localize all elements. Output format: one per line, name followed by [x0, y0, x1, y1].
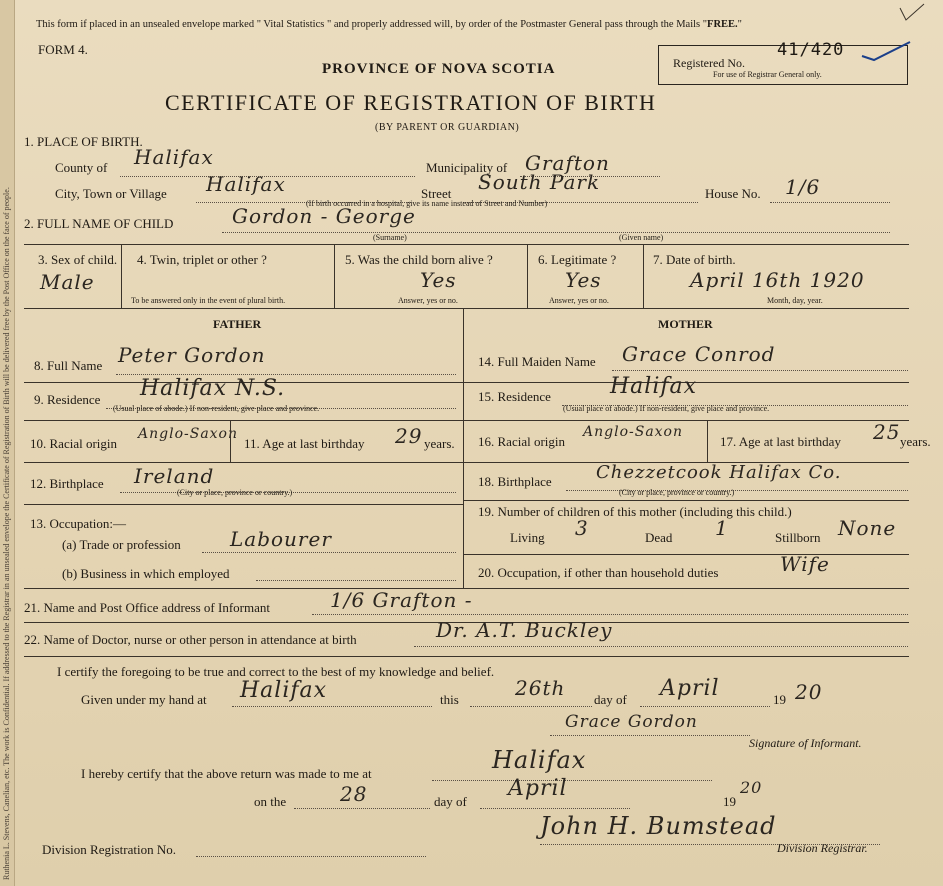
mother-racial-divider — [707, 420, 708, 462]
side-strip — [0, 0, 15, 886]
alive-label: 5. Was the child born alive ? — [345, 252, 493, 267]
registered-value: 41/420 — [777, 40, 845, 60]
mother-stillborn-value: None — [838, 516, 897, 540]
child-name-label: 2. FULL NAME OF CHILD — [24, 216, 174, 231]
certificate-title: CERTIFICATE OF REGISTRATION OF BIRTH — [165, 90, 657, 115]
sex-value: Male — [40, 270, 95, 294]
informant-signature-label: Signature of Informant. — [749, 736, 862, 750]
father-residence-note: (Usual place of abode.) If non-resident, give place and province. — [113, 404, 320, 413]
informant-label: 21. Name and Post Office address of Informant — [24, 600, 270, 615]
on-the-label: on the — [254, 794, 287, 809]
date-note: Month, day, year. — [767, 296, 823, 305]
mother-residence-label: 15. Residence — [478, 389, 551, 404]
street-label: Street — [421, 186, 452, 201]
mother-residence-rule — [463, 420, 909, 421]
doctor-label: 22. Name of Doctor, nurse or other person in attendance at birth — [24, 632, 357, 647]
given-name-note: (Given name) — [619, 233, 664, 242]
father-birthplace-label: 12. Birthplace — [30, 476, 104, 491]
doctor-line — [414, 646, 908, 647]
mail-notice — [36, 19, 742, 30]
mother-living-value: 3 — [575, 516, 589, 540]
registrar-signature: John H. Bumstead — [540, 812, 777, 840]
surname-note: (Surname) — [373, 233, 407, 242]
mother-residence-note: (Usual place of abode.) If non-resident, give place and province. — [563, 404, 770, 413]
father-age-label: 11. Age at last birthday — [244, 436, 365, 451]
father-years: years. — [424, 436, 455, 451]
this-value: 26th — [515, 676, 566, 700]
house-label: House No. — [705, 186, 761, 201]
side-text: Ruthenia L. Stevens, Canelian, etc. The work is Confidential. If addressed to the Registrar in an unsealed envelope the Certificate of Registration of Birth will be delivered free by the Post Office on the face of people. — [2, 187, 11, 880]
mother-age-label: 17. Age at last birthday — [720, 434, 841, 449]
informant-signature: Grace Gordon — [565, 712, 698, 732]
mother-birthplace-rule — [463, 500, 909, 501]
month-value: April — [660, 676, 720, 701]
mother-name-line — [612, 370, 908, 371]
father-birthplace-note: (City or place, province or country.) — [177, 488, 293, 497]
father-residence-label: 9. Residence — [34, 392, 101, 407]
father-residence-value: Halifax N.S. — [140, 376, 286, 401]
father-trade-line — [202, 552, 456, 553]
given-place-value: Halifax — [240, 678, 328, 703]
date-value: April 16th 1920 — [690, 268, 865, 292]
registered-label: Registered No. — [673, 56, 745, 70]
father-racial-label: 10. Racial origin — [30, 436, 118, 451]
registrar-year-prefix: 19 — [723, 794, 736, 809]
this-label: this — [440, 692, 459, 707]
registrar-place-line — [432, 780, 712, 781]
mother-dead-value: 1 — [715, 516, 729, 540]
division-registrar-label: Division Registrar. — [777, 841, 868, 855]
place-of-birth-label: 1. PLACE OF BIRTH. — [24, 134, 143, 149]
form-number: FORM 4. — [38, 42, 88, 57]
city-label: City, Town or Village — [55, 186, 167, 201]
row3-divider-1 — [121, 244, 122, 308]
mother-dead-label: Dead — [645, 530, 673, 545]
father-name-line — [116, 374, 456, 375]
mother-years: years. — [900, 434, 931, 449]
this-line — [470, 706, 592, 707]
registrar-day-value: 28 — [340, 782, 368, 806]
check-mark-icon — [858, 38, 914, 64]
father-business-label: (b) Business in which employed — [62, 566, 230, 581]
year-value: 20 — [795, 680, 823, 704]
row3-divider-3 — [527, 244, 528, 308]
mother-heading: MOTHER — [658, 317, 713, 331]
father-racial-value: Anglo-Saxon — [138, 426, 239, 442]
county-label: County of — [55, 160, 108, 175]
registrar-statement: I hereby certify that the above return was made to me at — [81, 766, 372, 781]
row3-divider-2 — [334, 244, 335, 308]
certificate-subtitle: (BY PARENT OR GUARDIAN) — [375, 122, 520, 133]
municipality-value: Grafton — [525, 151, 610, 175]
house-line — [770, 202, 890, 203]
mother-racial-label: 16. Racial origin — [478, 434, 566, 449]
mother-residence-value: Halifax — [610, 374, 698, 399]
mother-racial-value: Anglo-Saxon — [583, 424, 684, 440]
mother-birthplace-note: (City or place, province or country.) — [619, 488, 735, 497]
row3-divider-4 — [643, 244, 644, 308]
twin-label: 4. Twin, triplet or other ? — [137, 252, 267, 267]
column-divider — [463, 308, 464, 588]
mother-living-label: Living — [510, 530, 545, 545]
division-registration-line — [196, 856, 426, 857]
child-name-line — [222, 232, 890, 233]
father-name-label: 8. Full Name — [34, 358, 103, 373]
province-heading: PROVINCE OF NOVA SCOTIA — [322, 61, 556, 77]
informant-line — [312, 614, 908, 615]
father-business-line — [256, 580, 456, 581]
doctor-value: Dr. A.T. Buckley — [436, 618, 613, 642]
notice-free: FREE. — [707, 19, 738, 30]
registrar-year-value: 20 — [740, 778, 763, 797]
date-label: 7. Date of birth. — [653, 252, 736, 267]
father-age-value: 29 — [395, 424, 423, 448]
sex-label: 3. Sex of child. — [38, 252, 118, 267]
father-trade-value: Labourer — [230, 527, 332, 551]
given-place-line — [232, 706, 432, 707]
mother-birthplace-value: Chezzetcook Halifax Co. — [596, 462, 842, 483]
father-trade-label: (a) Trade or profession — [62, 537, 181, 552]
registrar-place-value: Halifax — [492, 746, 587, 774]
year-prefix: 19 — [773, 692, 786, 707]
informant-signature-line — [550, 735, 750, 736]
registrar-note: For use of Registrar General only. — [713, 70, 822, 79]
child-name-value: Gordon - George — [232, 204, 416, 228]
notice-end: " — [737, 19, 742, 30]
month-line — [640, 706, 770, 707]
registrar-month-value: April — [508, 776, 568, 801]
twin-note: To be answered only in the event of plural birth. — [131, 296, 286, 305]
mother-birthplace-label: 18. Birthplace — [478, 474, 552, 489]
legitimate-value: Yes — [565, 268, 602, 292]
legitimate-note: Answer, yes or no. — [549, 296, 609, 305]
mother-name-value: Grace Conrod — [622, 342, 776, 366]
informant-value: 1/6 Grafton - — [330, 588, 473, 612]
father-residence-rule — [24, 420, 463, 421]
street-value: South Park — [478, 170, 601, 194]
hospital-note: (If birth occurred in a hospital, give its name instead of Street and Number) — [306, 199, 548, 208]
registrar-day-of-label: day of — [434, 794, 467, 809]
corner-tick-icon — [898, 2, 928, 24]
notice-text: This form if placed in an unsealed envelope marked " Vital Statistics " and properly addressed will, by order of the Postmaster General pass through the Mails " — [36, 19, 708, 30]
father-birthplace-value: Ireland — [134, 464, 215, 488]
mother-name-label: 14. Full Maiden Name — [478, 354, 596, 369]
mother-birthplace-line — [566, 490, 908, 491]
division-registration-label: Division Registration No. — [42, 842, 176, 857]
mother-occupation-value: Wife — [780, 552, 830, 576]
father-heading: FATHER — [213, 317, 262, 331]
given-label: Given under my hand at — [81, 692, 207, 707]
father-racial-divider — [230, 420, 231, 462]
mother-children-label: 19. Number of children of this mother (including this child.) — [478, 504, 792, 519]
alive-note: Answer, yes or no. — [398, 296, 458, 305]
mother-age-value: 25 — [873, 420, 901, 444]
house-value: 1/6 — [785, 175, 821, 199]
row3-bottom-rule — [24, 308, 909, 309]
father-racial-rule — [24, 462, 463, 463]
county-value: Halifax — [134, 145, 214, 169]
mother-occupation-label: 20. Occupation, if other than household duties — [478, 565, 719, 580]
city-value: Halifax — [206, 172, 286, 196]
certify-statement: I certify the foregoing to be true and correct to the best of my knowledge and belief. — [57, 664, 495, 679]
father-occupation-label: 13. Occupation:— — [30, 516, 127, 531]
row3-top-rule — [24, 244, 909, 245]
father-birthplace-rule — [24, 504, 463, 505]
registrar-day-line — [294, 808, 430, 809]
municipality-label: Municipality of — [426, 160, 508, 175]
mother-stillborn-label: Stillborn — [775, 530, 821, 545]
father-name-value: Peter Gordon — [118, 343, 266, 367]
day-of-label: day of — [594, 692, 627, 707]
mother-children-rule — [463, 554, 909, 555]
registrar-month-line — [480, 808, 630, 809]
doctor-rule — [24, 656, 909, 657]
alive-value: Yes — [420, 268, 457, 292]
legitimate-label: 6. Legitimate ? — [538, 252, 617, 267]
